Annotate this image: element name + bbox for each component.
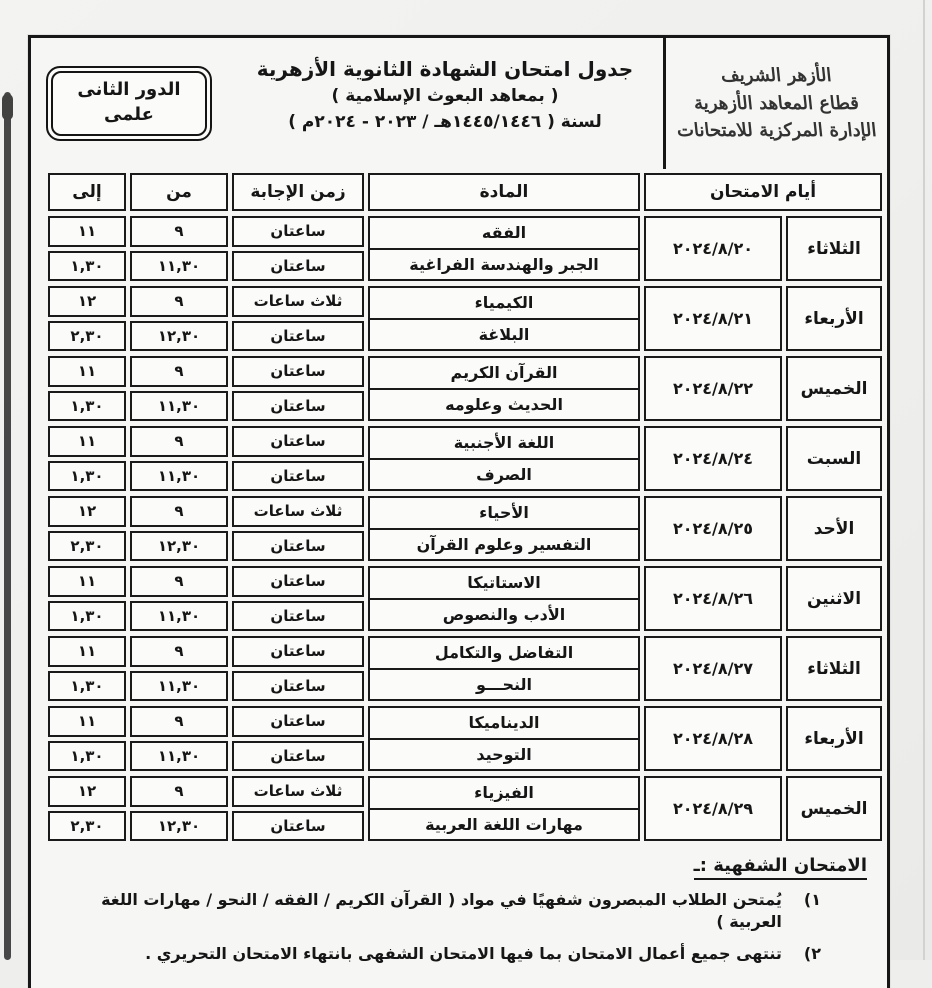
logo-line-3: الإدارة المركزية للامتحانات	[675, 117, 877, 145]
round-track-badge-wrap	[31, 38, 227, 169]
from-cell-pair	[130, 776, 228, 841]
subject-2: البلاغة	[370, 320, 638, 350]
subject-cell-pair	[368, 776, 640, 841]
badge-round-label: الدور الثانى	[77, 78, 180, 102]
duration-cell-pair	[232, 286, 364, 351]
to-time-2: ١,٣٠	[48, 741, 126, 772]
to-time-1: ١١	[48, 636, 126, 667]
table-row	[45, 496, 882, 561]
header-from: من	[130, 173, 228, 211]
subject-cell-pair	[368, 426, 640, 491]
title-line-3: لسنة ( ١٤٤٥/١٤٤٦هـ / ٢٠٢٣ - ٢٠٢٤م )	[227, 110, 663, 136]
azhar-calligraphy-logo	[663, 38, 887, 169]
duration-2: ساعتان	[232, 671, 364, 702]
note-1-number: ١)	[804, 889, 821, 934]
from-cell-pair	[130, 216, 228, 281]
table-row	[45, 566, 882, 631]
subject-cell-pair	[368, 496, 640, 561]
note-1-text: يُمتحن الطلاب المبصرون شفهيًا في مواد ( القرآن الكريم / الفقه / النحو / مهارات اللغة العربية )	[43, 889, 782, 934]
from-cell-pair	[130, 356, 228, 421]
from-cell-pair	[130, 496, 228, 561]
from-time-1: ٩	[130, 426, 228, 457]
from-time-1: ٩	[130, 286, 228, 317]
to-time-1: ١١	[48, 426, 126, 457]
subject-cell-pair	[368, 216, 640, 281]
title-line-2: ( بمعاهد البعوث الإسلامية )	[227, 84, 663, 110]
note-2-text: تنتهى جميع أعمال الامتحان بما فيها الامتحان الشفهى بانتهاء الامتحان التحريري .	[145, 943, 782, 965]
from-time-1: ٩	[130, 706, 228, 737]
table-row	[45, 776, 882, 841]
from-time-1: ٩	[130, 566, 228, 597]
subject-2: التوحيد	[370, 740, 638, 770]
note-2	[43, 943, 821, 965]
subject-1: الفقه	[370, 218, 638, 250]
subject-1: القرآن الكريم	[370, 358, 638, 390]
exam-day-cell: الخميس	[786, 776, 882, 841]
subject-2: الجبر والهندسة الفراغية	[370, 250, 638, 280]
duration-2: ساعتان	[232, 391, 364, 422]
to-time-2: ٢,٣٠	[48, 321, 126, 352]
table-row	[45, 706, 882, 771]
subject-cell-pair	[368, 566, 640, 631]
subject-2: الصرف	[370, 460, 638, 490]
duration-1: ساعتان	[232, 636, 364, 667]
table-header-row	[45, 173, 882, 211]
exam-day-cell: الثلاثاء	[786, 636, 882, 701]
duration-1: ساعتان	[232, 706, 364, 737]
to-time-1: ١٢	[48, 496, 126, 527]
to-time-1: ١٢	[48, 776, 126, 807]
exam-date-cell: ٢٠٢٤/٨/٢٤	[644, 426, 782, 491]
from-cell-pair	[130, 706, 228, 771]
to-cell-pair	[48, 496, 126, 561]
duration-2: ساعتان	[232, 251, 364, 282]
from-time-1: ٩	[130, 636, 228, 667]
subject-2: الأدب والنصوص	[370, 600, 638, 630]
subject-2: مهارات اللغة العربية	[370, 810, 638, 840]
subject-1: الكيمياء	[370, 288, 638, 320]
duration-1: ساعتان	[232, 216, 364, 247]
from-time-1: ٩	[130, 776, 228, 807]
duration-2: ساعتان	[232, 461, 364, 492]
exam-day-cell: الثلاثاء	[786, 216, 882, 281]
duration-cell-pair	[232, 216, 364, 281]
subject-cell-pair	[368, 356, 640, 421]
exam-day-cell: السبت	[786, 426, 882, 491]
from-time-2: ١٢,٣٠	[130, 531, 228, 562]
from-time-1: ٩	[130, 496, 228, 527]
to-time-1: ١١	[48, 216, 126, 247]
to-cell-pair	[48, 636, 126, 701]
from-time-2: ١١,٣٠	[130, 391, 228, 422]
from-time-2: ١١,٣٠	[130, 601, 228, 632]
to-time-2: ٢,٣٠	[48, 531, 126, 562]
subject-cell-pair	[368, 706, 640, 771]
exam-date-cell: ٢٠٢٤/٨/٢٩	[644, 776, 782, 841]
table-row	[45, 216, 882, 281]
duration-1: ساعتان	[232, 566, 364, 597]
subject-1: التفاضل والتكامل	[370, 638, 638, 670]
table-row	[45, 426, 882, 491]
from-cell-pair	[130, 636, 228, 701]
header-exam-days: أيام الامتحان	[644, 173, 882, 211]
from-time-2: ١١,٣٠	[130, 251, 228, 282]
document-title	[227, 38, 663, 169]
logo-line-2: قطاع المعاهد الأزهرية	[693, 90, 861, 118]
subject-1: الديناميكا	[370, 708, 638, 740]
duration-1: ثلاث ساعات	[232, 776, 364, 807]
to-time-1: ١١	[48, 706, 126, 737]
to-time-2: ١,٣٠	[48, 251, 126, 282]
duration-cell-pair	[232, 706, 364, 771]
exam-date-cell: ٢٠٢٤/٨/٢١	[644, 286, 782, 351]
subject-cell-pair	[368, 286, 640, 351]
scan-page-edge-line	[923, 0, 925, 960]
from-time-2: ١١,٣٠	[130, 671, 228, 702]
subject-2: الحديث وعلومه	[370, 390, 638, 420]
to-time-2: ١,٣٠	[48, 391, 126, 422]
exam-date-cell: ٢٠٢٤/٨/٢٨	[644, 706, 782, 771]
badge-track-label: علمى	[77, 103, 180, 127]
table-row	[45, 636, 882, 701]
to-cell-pair	[48, 286, 126, 351]
exam-schedule-table	[45, 173, 882, 841]
document-frame	[28, 35, 890, 988]
to-cell-pair	[48, 356, 126, 421]
exam-date-cell: ٢٠٢٤/٨/٢٢	[644, 356, 782, 421]
subject-2: النحـــو	[370, 670, 638, 700]
duration-1: ثلاث ساعات	[232, 496, 364, 527]
subject-1: الأحياء	[370, 498, 638, 530]
from-cell-pair	[130, 566, 228, 631]
note-2-number: ٢)	[804, 943, 821, 965]
duration-cell-pair	[232, 566, 364, 631]
to-time-1: ١١	[48, 356, 126, 387]
subject-1: الفيزياء	[370, 778, 638, 810]
exam-date-cell: ٢٠٢٤/٨/٢٥	[644, 496, 782, 561]
title-line-1: جدول امتحان الشهادة الثانوية الأزهرية	[227, 54, 663, 84]
to-time-1: ١٢	[48, 286, 126, 317]
exam-day-cell: الأحد	[786, 496, 882, 561]
to-time-1: ١١	[48, 566, 126, 597]
to-cell-pair	[48, 776, 126, 841]
to-time-2: ٢,٣٠	[48, 811, 126, 842]
from-time-2: ١١,٣٠	[130, 741, 228, 772]
to-cell-pair	[48, 426, 126, 491]
duration-cell-pair	[232, 356, 364, 421]
duration-cell-pair	[232, 496, 364, 561]
from-time-1: ٩	[130, 216, 228, 247]
header-subject: المادة	[368, 173, 640, 211]
logo-line-1: الأزهر الشريف	[720, 62, 833, 90]
subject-1: الاستاتيكا	[370, 568, 638, 600]
table-row	[45, 356, 882, 421]
subject-2: التفسير وعلوم القرآن	[370, 530, 638, 560]
exam-date-cell: ٢٠٢٤/٨/٢٧	[644, 636, 782, 701]
duration-2: ساعتان	[232, 811, 364, 842]
duration-2: ساعتان	[232, 321, 364, 352]
duration-cell-pair	[232, 426, 364, 491]
duration-1: ساعتان	[232, 426, 364, 457]
duration-2: ساعتان	[232, 741, 364, 772]
to-time-2: ١,٣٠	[48, 601, 126, 632]
duration-2: ساعتان	[232, 601, 364, 632]
header-duration: زمن الإجابة	[232, 173, 364, 211]
scan-edge-artifact	[4, 92, 11, 960]
to-cell-pair	[48, 216, 126, 281]
round-track-badge	[46, 66, 211, 141]
duration-cell-pair	[232, 636, 364, 701]
table-row	[45, 286, 882, 351]
from-time-2: ١٢,٣٠	[130, 321, 228, 352]
exam-day-cell: الأربعاء	[786, 706, 882, 771]
from-cell-pair	[130, 286, 228, 351]
to-cell-pair	[48, 706, 126, 771]
exam-day-cell: الأربعاء	[786, 286, 882, 351]
duration-cell-pair	[232, 776, 364, 841]
duration-1: ثلاث ساعات	[232, 286, 364, 317]
subject-1: اللغة الأجنبية	[370, 428, 638, 460]
exam-table-body	[45, 216, 882, 841]
from-time-2: ١٢,٣٠	[130, 811, 228, 842]
duration-2: ساعتان	[232, 531, 364, 562]
document-header	[31, 38, 887, 169]
from-cell-pair	[130, 426, 228, 491]
header-to: إلى	[48, 173, 126, 211]
subject-cell-pair	[368, 636, 640, 701]
exam-date-cell: ٢٠٢٤/٨/٢٠	[644, 216, 782, 281]
to-cell-pair	[48, 566, 126, 631]
from-time-1: ٩	[130, 356, 228, 387]
exam-date-cell: ٢٠٢٤/٨/٢٦	[644, 566, 782, 631]
exam-day-cell: الخميس	[786, 356, 882, 421]
duration-1: ساعتان	[232, 356, 364, 387]
oral-exam-heading: الامتحان الشفهية :ـ	[694, 855, 867, 880]
to-time-2: ١,٣٠	[48, 461, 126, 492]
exam-day-cell: الاثنين	[786, 566, 882, 631]
oral-exam-notes	[31, 846, 887, 965]
note-1	[43, 889, 821, 934]
to-time-2: ١,٣٠	[48, 671, 126, 702]
from-time-2: ١١,٣٠	[130, 461, 228, 492]
